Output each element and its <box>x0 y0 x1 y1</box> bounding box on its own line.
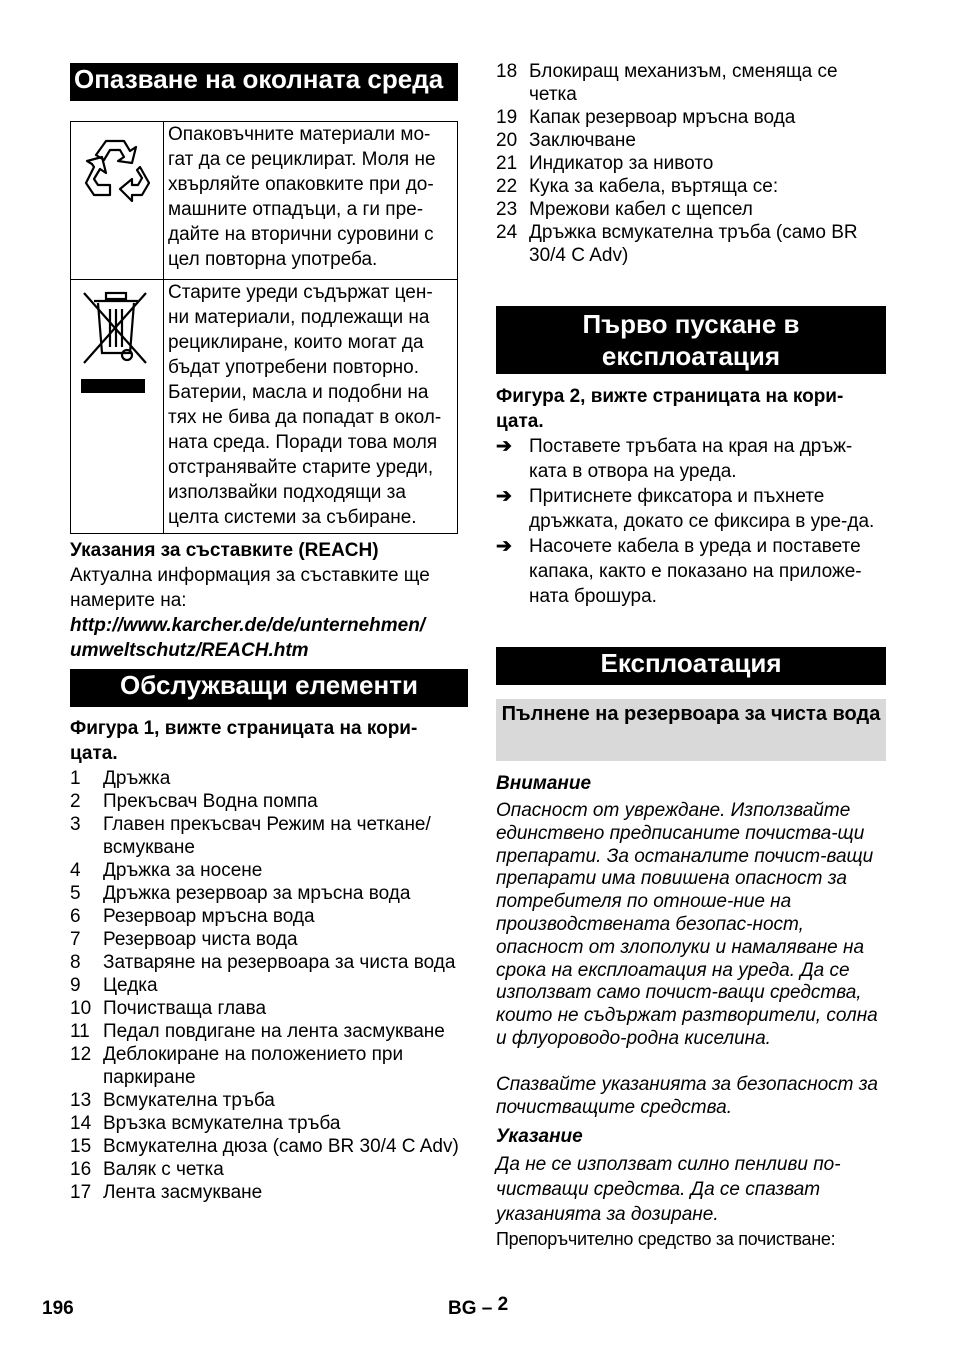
list-item-text: Прекъсвач Водна помпа <box>103 791 318 812</box>
list-item-text: Затваряне на резервоара за чиста вода <box>103 952 456 973</box>
list-item-text: Кука за кабела, въртяща се: <box>529 176 779 197</box>
list-item-number: 23 <box>496 199 518 220</box>
arrow-right-icon: ➔ <box>496 486 512 507</box>
list-item-text: Всмукателна тръба <box>103 1090 275 1111</box>
weee-text: Старите уреди съдържат цен-ни материали, подлежащи на рециклиране, които могат да бъдат употребени повторно. Батерии, масла и подобни на тях не бива да попадат в окол-ната среда. Поради това моля отстранявайте старите уреди, използвайки подходящи за целта системи за събиране. <box>164 280 458 534</box>
recycle-text: Опаковъчните материали мо-гат да се рециклират. Моля не хвърляйте опаковките при до-машните отпадъци, а ги пре-дайте на вторични суровини с цел повторна употреба. <box>164 122 458 280</box>
list-item <box>70 1135 465 1158</box>
list-item-number: 9 <box>70 975 81 996</box>
list-item-number: 13 <box>70 1090 92 1111</box>
list-item-number: 12 <box>70 1044 92 1065</box>
startup-step-text: Притиснете фиксатора и пъхнете дръжката, докато се фиксира в уре-да. <box>529 486 875 532</box>
list-item <box>70 1158 465 1181</box>
list-item-text: Резервоар чиста вода <box>103 929 298 950</box>
list-item <box>496 198 886 221</box>
list-item-number: 21 <box>496 153 518 174</box>
list-item <box>70 974 465 997</box>
list-item-number: 17 <box>70 1182 92 1203</box>
list-item <box>70 767 465 790</box>
recommended-cleaner: Препоръчително средство за почистване: <box>496 1229 836 1249</box>
list-item-text: Педал повдигане на лента засмукване <box>103 1021 445 1042</box>
reach-url-line1[interactable]: http://www.karcher.de/de/unternehmen/ <box>70 615 426 636</box>
note-text: Да не се използват силно пенливи по-чистващи средства. Да се спазват указанията за дозиране. <box>496 1154 841 1225</box>
list-item-number: 19 <box>496 107 518 128</box>
list-item-text: Дръжка за носене <box>103 860 263 881</box>
caution-text-2: Спазвайте указанията за безопасност за почистващите средства. <box>496 1074 878 1118</box>
list-item-number: 3 <box>70 814 81 835</box>
list-item <box>70 813 465 859</box>
startup-step <box>496 434 882 484</box>
list-item-text: Дръжка <box>103 768 171 789</box>
list-item-number: 15 <box>70 1136 92 1157</box>
startup-steps <box>496 434 882 609</box>
list-item-text: Връзка всмукателна тръба <box>103 1113 341 1134</box>
list-item-text: Резервоар мръсна вода <box>103 906 315 927</box>
list-item <box>70 1089 465 1112</box>
list-item <box>496 106 886 129</box>
caution-title: Внимание <box>496 773 592 794</box>
arrow-right-icon: ➔ <box>496 436 512 457</box>
list-item-text: Цедка <box>103 975 158 996</box>
list-item <box>70 928 465 951</box>
footer-subpage: 2 <box>497 1294 509 1315</box>
controls-figure-ref: Фигура 1, вижте страницата на кори-цата. <box>70 718 418 764</box>
list-item-text: Почистваща глава <box>103 998 267 1019</box>
list-item-number: 7 <box>70 929 81 950</box>
controls-heading: Обслужващи елементи <box>70 669 468 707</box>
list-item <box>496 175 886 198</box>
list-item <box>70 1181 465 1204</box>
list-item-number: 22 <box>496 176 518 197</box>
list-item <box>70 1043 465 1089</box>
list-item-text: Дръжка всмукателна тръба (само BR 30/4 C Adv) <box>529 222 858 266</box>
list-item <box>70 859 465 882</box>
controls-list-right <box>496 60 886 267</box>
list-item <box>70 1020 465 1043</box>
list-item-number: 11 <box>70 1021 90 1042</box>
reach-title: Указания за съставките (REACH) <box>70 540 379 561</box>
list-item-text: Главен прекъсвач Режим на четкане/ всмукване <box>103 814 431 858</box>
list-item-text: Деблокиране на положението при паркиране <box>103 1044 404 1088</box>
list-item-number: 24 <box>496 222 518 243</box>
fill-tank-subheading: Пълнене на резервоара за чиста вода <box>496 699 886 761</box>
list-item <box>70 997 465 1020</box>
footer-separator: – <box>481 1298 493 1319</box>
list-item <box>496 60 886 106</box>
list-item <box>70 905 465 928</box>
list-item-text: Мрежови кабел с щепсел <box>529 199 753 220</box>
startup-figure-ref: Фигура 2, вижте страницата на кори-цата. <box>496 386 844 432</box>
startup-step <box>496 534 882 609</box>
arrow-right-icon: ➔ <box>496 536 512 557</box>
caution-text: Опасност от увреждане. Използвайте единствено предписаните почиства-щи препарати. За останалите почист-ващи препарати има повишена опасност за потребителя по отноше-ние на производствената безопас-ност, опасност от злополуки и намаляване на срока на експлоатация на уреда. Да се използват само почист-ващи средства, които не съдържат разтворители, солна и флуороводо-родна киселина. <box>496 800 878 1049</box>
env-heading: Опазване на околната среда <box>70 63 458 101</box>
weee-bin-icon <box>72 281 162 401</box>
list-item-text: Заключване <box>529 130 636 151</box>
list-item-number: 5 <box>70 883 81 904</box>
list-item <box>496 152 886 175</box>
weee-icon-cell <box>71 280 164 534</box>
recycle-icon-cell <box>71 122 164 280</box>
reach-text: Актуална информация за съставките ще намерите на: <box>70 565 430 611</box>
list-item-text: Индикатор за нивото <box>529 153 714 174</box>
controls-list-left <box>70 767 465 1204</box>
footer-lang <box>448 1294 509 1320</box>
list-item-text: Лента засмукване <box>103 1182 263 1203</box>
list-item <box>70 1112 465 1135</box>
startup-step <box>496 484 882 534</box>
list-item-text: Блокиращ механизъм, сменяща се четка <box>529 61 838 105</box>
list-item-number: 10 <box>70 998 92 1019</box>
list-item-number: 14 <box>70 1113 92 1134</box>
footer-lang-code: BG <box>448 1298 477 1319</box>
list-item <box>70 882 465 905</box>
startup-heading: Първо пускане в експлоатация <box>496 306 886 374</box>
list-item-number: 18 <box>496 61 518 82</box>
reach-url-line2[interactable]: umweltschutz/REACH.htm <box>70 640 309 661</box>
list-item-text: Дръжка резервоар за мръсна вода <box>103 883 411 904</box>
list-item <box>70 951 465 974</box>
list-item <box>496 129 886 152</box>
list-item-number: 6 <box>70 906 81 927</box>
list-item-text: Капак резервоар мръсна вода <box>529 107 796 128</box>
startup-step-text: Поставете тръбата на края на дръж-ката в отвора на уреда. <box>529 436 853 482</box>
operation-heading: Експлоатация <box>496 647 886 685</box>
page-number: 196 <box>42 1298 74 1319</box>
list-item-number: 20 <box>496 130 518 151</box>
list-item-number: 16 <box>70 1159 92 1180</box>
recycle-icon <box>72 123 162 273</box>
list-item-text: Валяк с четка <box>103 1159 224 1180</box>
list-item <box>496 221 886 267</box>
list-item-number: 8 <box>70 952 81 973</box>
list-item-number: 1 <box>70 768 81 789</box>
list-item-number: 2 <box>70 791 81 812</box>
list-item-number: 4 <box>70 860 81 881</box>
list-item-text: Всмукателна дюза (само BR 30/4 C Adv) <box>103 1136 459 1157</box>
note-title: Указание <box>496 1126 583 1147</box>
env-table <box>70 121 458 534</box>
list-item <box>70 790 465 813</box>
startup-step-text: Насочете кабела в уреда и поставете капака, както е показано на приложе-ната брошура. <box>529 536 862 607</box>
